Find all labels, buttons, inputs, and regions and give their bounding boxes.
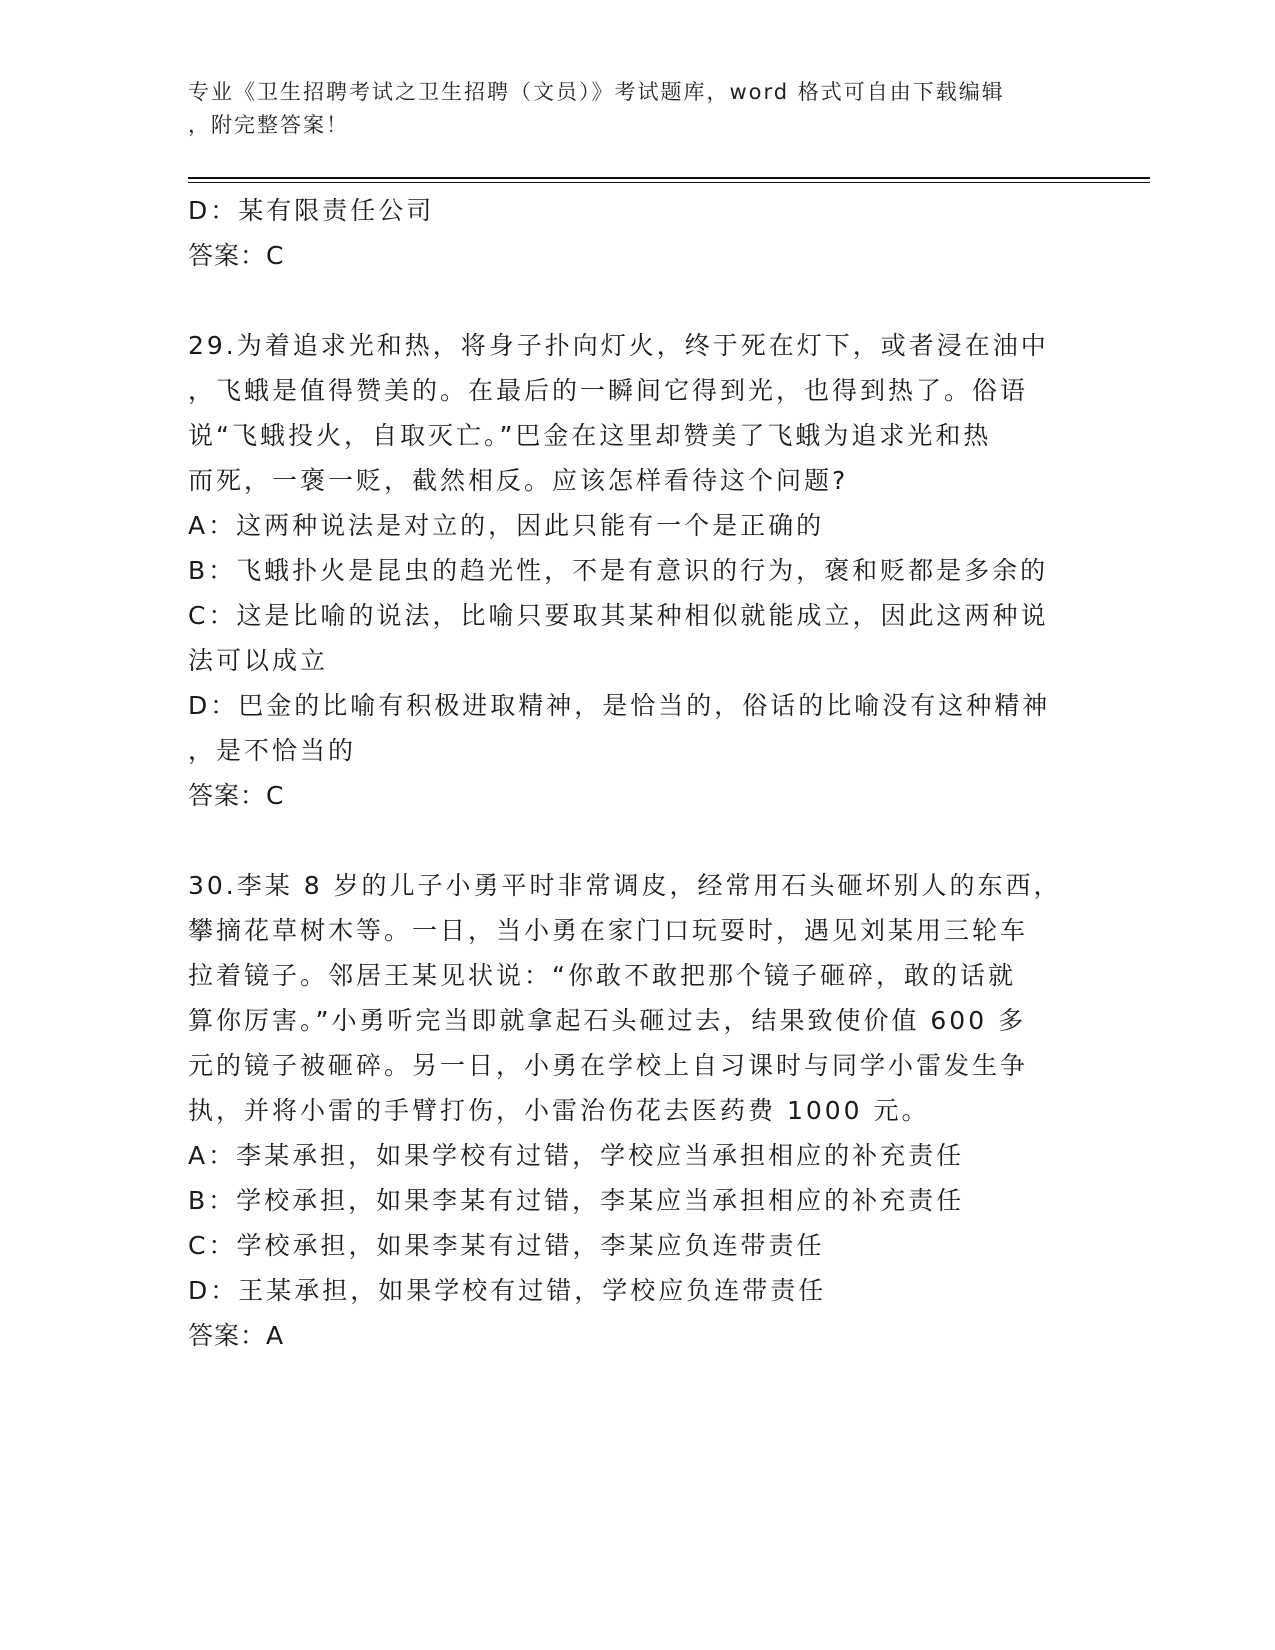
page-header [188,76,1068,142]
q30-stem-line: 元的镜子被砸碎。另一日，小勇在学校上自习课时与同学小雷发生争 [188,1051,1029,1080]
q29-answer: 答案：C [188,781,285,810]
q29-option-a: A：这两种说法是对立的，因此只能有一个是正确的 [188,511,825,540]
q29-stem-line: 而死，一褒一贬，截然相反。应该怎样看待这个问题? [188,466,849,495]
prev-option-d: D：某有限责任公司 [188,196,435,225]
question-30 [188,863,1088,1358]
q29-stem-line: 29.为着追求光和热，将身子扑向灯火，终于死在灯下，或者浸在油中 [188,331,1049,360]
header-line-2: ，附完整答案！ [188,113,349,137]
q30-stem-line: 拉着镜子。邻居王某见状说：“你敢不敢把那个镜子砸碎，敢的话就 [188,961,1016,990]
header-divider-thick [188,177,1150,179]
q30-stem-line: 30.李某 8 岁的儿子小勇平时非常调皮，经常用石头砸坏别人的东西， [188,871,1062,900]
question-29 [188,323,1088,818]
question-content [188,188,1088,1358]
q30-stem-line: 算你厉害。”小勇听完当即就拿起石头砸过去，结果致使价值 600 多 [188,1006,1027,1035]
q29-option-d: D：巴金的比喻有积极进取精神，是恰当的，俗话的比喻没有这种精神 [188,691,1051,720]
q29-stem-line: ，飞蛾是值得赞美的。在最后的一瞬间它得到光，也得到热了。俗语 [188,376,1029,405]
prev-answer: 答案：C [188,241,285,270]
q30-option-b: B：学校承担，如果李某有过错，李某应当承担相应的补充责任 [188,1186,965,1215]
q29-stem-line: 说“飞蛾投火，自取灭亡。”巴金在这里却赞美了飞蛾为追求光和热 [188,421,992,450]
q30-answer: 答案：A [188,1321,285,1350]
q30-stem-line: 执，并将小雷的手臂打伤，小雷治伤花去医药费 1000 元。 [188,1096,930,1125]
header-divider-thin [188,182,1150,183]
q29-option-b: B：飞蛾扑火是昆虫的趋光性，不是有意识的行为，褒和贬都是多余的 [188,556,1049,585]
spacer [188,818,1088,863]
q30-option-d: D：王某承担，如果学校有过错，学校应负连带责任 [188,1276,827,1305]
q30-option-a: A：李某承担，如果学校有过错，学校应当承担相应的补充责任 [188,1141,965,1170]
q29-option-c: C：这是比喻的说法，比喻只要取其某种相似就能成立，因此这两种说 [188,601,1049,630]
q29-option-c-cont: 法可以成立 [188,646,329,675]
q30-stem-line: 攀摘花草树木等。一日，当小勇在家门口玩耍时，遇见刘某用三轮车 [188,916,1029,945]
q29-option-d-cont: ，是不恰当的 [188,736,357,765]
header-line-1: 专业《卫生招聘考试之卫生招聘（文员）》考试题库，word 格式可自由下载编辑 [188,80,1005,104]
q30-option-c: C：学校承担，如果李某有过错，李某应负连带责任 [188,1231,825,1260]
spacer [188,278,1088,323]
